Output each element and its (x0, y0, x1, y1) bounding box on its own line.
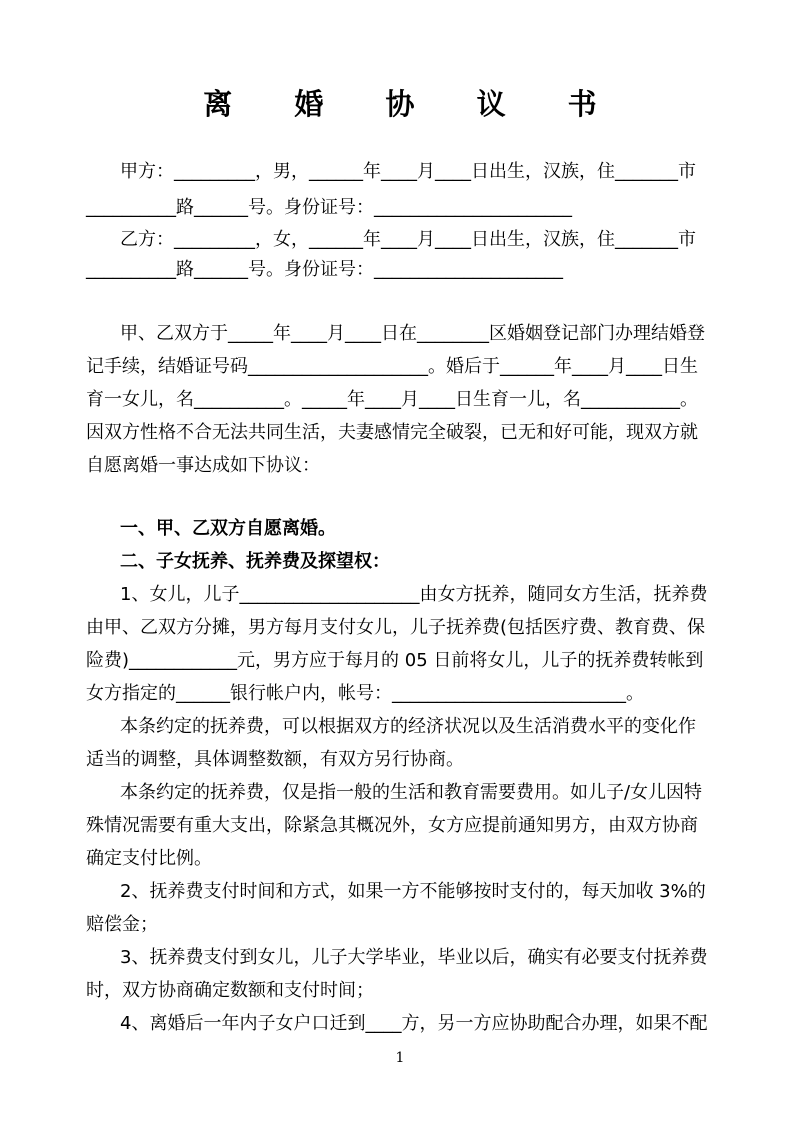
clause-2-1-line-4: 女方指定的______银行帐户内，帐号：__________________________。 (86, 683, 644, 704)
adjustment-line-1: 本条约定的抚养费，可以根据双方的经济状况以及生活消费水平的变化作 (120, 716, 696, 737)
expenses-line-3: 确定支付比例。 (86, 848, 212, 869)
adjustment-line-2: 适当的调整，具体调整数额，有双方另行协商。 (86, 749, 464, 770)
page-number: 1 (395, 1050, 405, 1066)
party-b-line-1: 乙方：_________，女，______年____月____日出生，汉族，住_______市 (120, 229, 696, 250)
clause-2-2-line-2: 赔偿金； (86, 914, 158, 935)
document-title: 离 婚 协 议 书 (203, 87, 623, 121)
clause-2-1-line-3: 险费)____________元，男方应于每月的 05 日前将女儿，儿子的抚养费转帐到 (86, 650, 704, 671)
preamble-line-4: 因双方性格不合无法共同生活，夫妻感情完全破裂，已无和好可能，现双方就 (86, 422, 698, 443)
clause-2-4-line-1: 4、离婚后一年内子女户口迁到____方，另一方应协助配合办理，如果不配 (120, 1013, 708, 1034)
party-a-line-2: __________路______号。身份证号：______________________ (86, 197, 572, 218)
clause-1-heading: 一、甲、乙双方自愿离婚。 (120, 518, 336, 539)
clause-2-3-line-2: 时，双方协商确定数额和支付时间； (86, 980, 374, 1001)
preamble-line-1: 甲、乙双方于_____年____月____日在________区婚姻登记部门办理结婚登 (120, 323, 705, 344)
expenses-line-2: 殊情况需要有重大支出，除紧急其概况外，女方应提前通知男方，由双方协商 (86, 815, 698, 836)
clause-2-heading: 二、子女抚养、抚养费及探望权： (120, 551, 390, 572)
clause-2-2-line-1: 2、抚养费支付时间和方式，如果一方不能够按时支付的，每天加收 3%的 (120, 881, 706, 902)
clause-2-3-line-1: 3、抚养费支付到女儿，儿子大学毕业，毕业以后，确实有必要支付抚养费 (120, 947, 708, 968)
party-a-line-1: 甲方：_________，男，______年____月____日出生，汉族，住_______市 (120, 161, 696, 182)
clause-2-1-line-2: 由甲、乙双方分摊，男方每月支付女儿，儿子抚养费(包括医疗费、教育费、保 (86, 617, 706, 638)
party-b-line-2: __________路______号。身份证号：_____________________ (86, 259, 563, 280)
expenses-line-1: 本条约定的抚养费，仅是指一般的生活和教育需要费用。如儿子/女儿因特 (120, 782, 703, 803)
preamble-line-3: 育一女儿，名__________。_____年____月____日生育一儿，名___________。 (86, 389, 698, 410)
preamble-line-2: 记手续，结婚证号码____________________。婚后于______年____月____日生 (86, 356, 698, 377)
clause-2-1-line-1: 1、女儿，儿子____________________由女方抚养，随同女方生活，抚养费 (120, 584, 708, 605)
preamble-line-5: 自愿离婚一事达成如下协议： (86, 455, 320, 476)
